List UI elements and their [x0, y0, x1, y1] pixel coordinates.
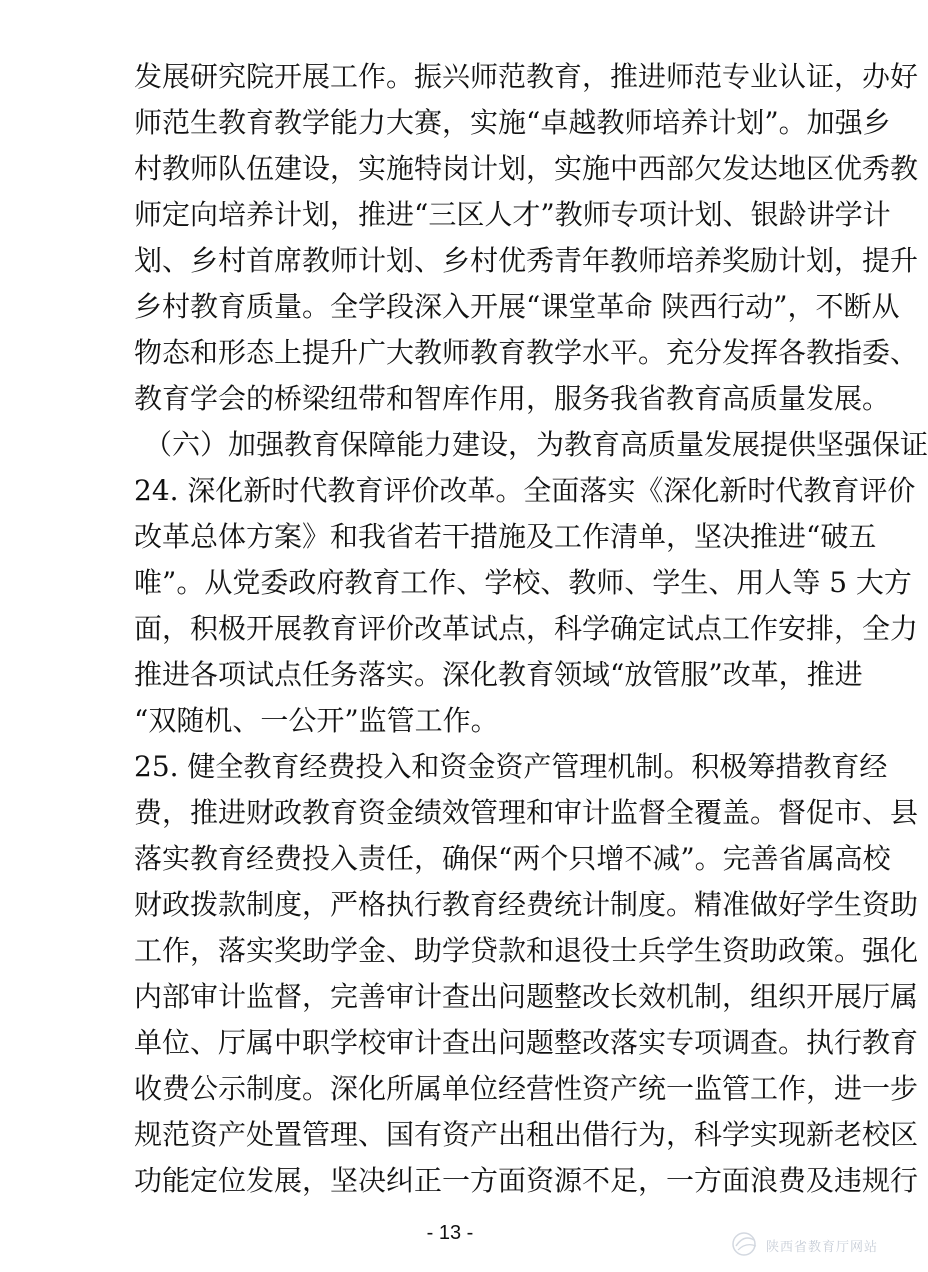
site-watermark: [730, 1228, 900, 1258]
text-line: 发展研究院开展工作。振兴师范教育，推进师范专业认证，办好: [134, 60, 919, 93]
text-line: 面，积极开展教育评价改革试点，科学确定试点工作安排，全力: [134, 612, 919, 645]
item-25-title-line: 25. 健全教育经费投入和资金资产管理机制。积极筹措教育经: [134, 750, 888, 783]
text-line: 费，推进财政教育资金绩效管理和审计监督全覆盖。督促市、县: [134, 796, 919, 829]
text-line: 乡村教育质量。全学段深入开展“课堂革命 陕西行动”，不断从: [134, 290, 900, 323]
watermark-logo-icon: [730, 1228, 762, 1258]
page-number: - 13 -: [426, 1222, 474, 1244]
text-line: 推进各项试点任务落实。深化教育领域“放管服”改革，推进: [134, 658, 863, 691]
text-line: 物态和形态上提升广大教师教育教学水平。充分发挥各教指委、: [134, 336, 919, 369]
text-line: 财政拨款制度，严格执行教育经费统计制度。精准做好学生资助: [134, 888, 919, 921]
text-line: 改革总体方案》和我省若干措施及工作清单，坚决推进“破五: [134, 520, 877, 553]
text-line: 落实教育经费投入责任，确保“两个只增不减”。完善省属高校: [134, 842, 891, 875]
section-heading: （六）加强教育保障能力建设，为教育高质量发展提供坚强保证: [144, 428, 928, 461]
text-line: 村教师队伍建设，实施特岗计划，实施中西部欠发达地区优秀教: [134, 152, 919, 185]
text-line: 单位、厅属中职学校审计查出问题整改落实专项调查。执行教育: [134, 1026, 919, 1059]
text-line: 师范生教育教学能力大赛，实施“卓越教师培养计划”。加强乡: [134, 106, 891, 139]
text-line: “双随机、一公开”监管工作。: [134, 704, 499, 737]
item-24-title-line: 24. 深化新时代教育评价改革。全面落实《深化新时代教育评价: [134, 474, 916, 507]
text-line: 内部审计监督，完善审计查出问题整改长效机制，组织开展厅属: [134, 980, 919, 1013]
text-line: 功能定位发展，坚决纠正一方面资源不足，一方面浪费及违规行: [134, 1164, 919, 1197]
text-line: 师定向培养计划，推进“三区人才”教师专项计划、银龄讲学计: [134, 198, 891, 231]
watermark-text: 陕西省教育厅网站: [766, 1240, 879, 1255]
text-line: 唯”。从党委政府教育工作、学校、教师、学生、用人等 5 大方: [134, 566, 912, 599]
text-line: 教育学会的桥梁纽带和智库作用，服务我省教育高质量发展。: [134, 382, 891, 415]
text-line: 规范资产处置管理、国有资产出租出借行为，科学实现新老校区: [134, 1118, 919, 1151]
text-line: 划、乡村首席教师计划、乡村优秀青年教师培养奖励计划，提升: [134, 244, 919, 277]
text-line: 收费公示制度。深化所属单位经营性资产统一监管工作，进一步: [134, 1072, 919, 1105]
text-line: 工作，落实奖助学金、助学贷款和退役士兵学生资助政策。强化: [134, 934, 919, 967]
